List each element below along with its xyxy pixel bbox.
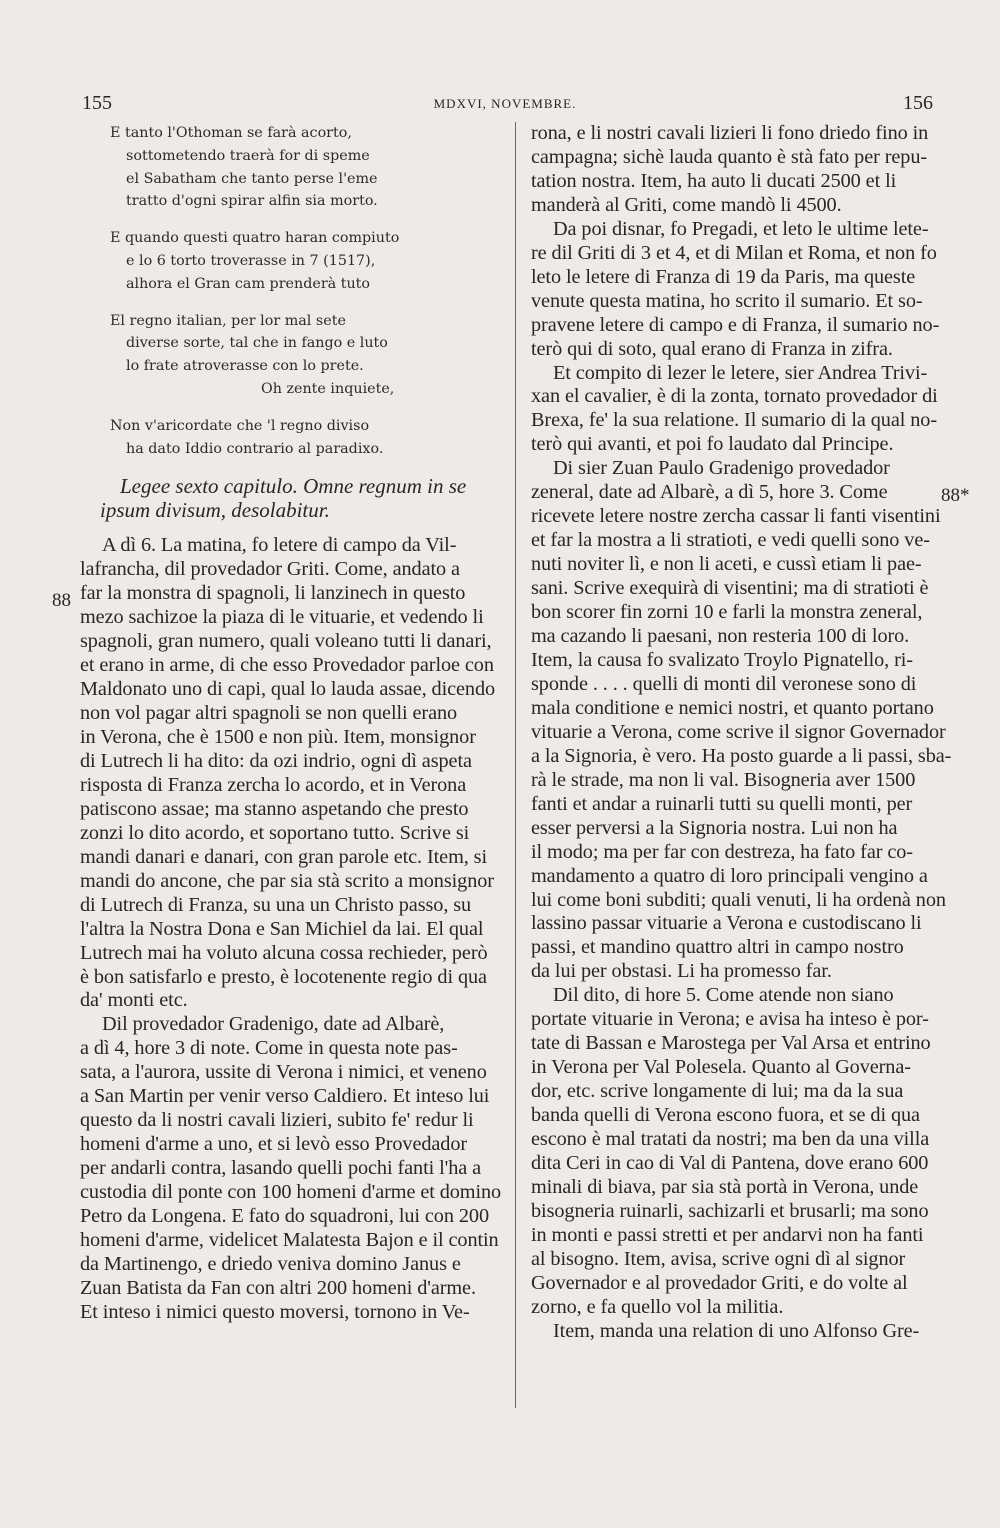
poem-line: El regno italian, per lor mal sete (110, 312, 346, 329)
text-line: mandi danari e danari, con gran parole etc. Item, si (80, 845, 488, 868)
text-line: a dì 4, hore 3 di note. Come in questa note pas- (80, 1037, 458, 1060)
poem-line: diverse sorte, tal che in fango e luto (126, 335, 388, 352)
text-line: mandamento a quatro di loro principali vengino a (531, 864, 928, 887)
text-line: in Verona, che è 1500 e non più. Item, monsignor (80, 725, 476, 748)
page-number-right: 156 (903, 92, 933, 114)
text-line: al bisogno. Item, avisa, scrive ogni dì al signor (531, 1247, 906, 1270)
text-line: venute questa matina, ho scrito il sumario. Et so- (531, 289, 923, 312)
text-line: passi, et mandino quattro altri in campo nostro (531, 936, 904, 959)
text-line: da lui per obstasi. Li ha promesso far. (531, 960, 832, 983)
text-line: terò qui di soto, qual erano di Franza in zifra. (531, 337, 893, 360)
text-line: di Lutrech di Franza, su una un Christo passo, su (80, 893, 472, 916)
text-line: banda quelli di Verona escono fuora, et se di qua (531, 1104, 920, 1127)
margin-note-left: 88 (52, 590, 71, 611)
text-line: da' monti etc. (80, 989, 188, 1012)
text-line: rona, e li nostri cavali lizieri li fono driedo fino in (531, 122, 929, 144)
text-line: vituarie a Verona, come scrive il signor Governador (531, 720, 946, 743)
poem-stanza (80, 227, 497, 295)
text-line: lui come boni subditi; quali venuti, li ha ordenà non (531, 888, 946, 911)
text-line: a San Martin per venir verso Caldiero. Et inteso lui (80, 1085, 490, 1108)
text-line: lafrancha, dil provedador Griti. Come, andato a (80, 558, 460, 581)
text-line: da Martinengo, e driedo veniva domino Janus e (80, 1252, 461, 1275)
text-line: mala conditione e nemici nostri, et quanto portano (531, 696, 934, 719)
column-divider (515, 122, 516, 1408)
text-line: custodia dil ponte con 100 homeni d'arme et domino (80, 1181, 502, 1204)
text-line: Brexa, fe' la sua relatione. Il sumario di la qual no- (531, 409, 937, 432)
running-title: MDXVI, NOVEMBRE. (433, 96, 577, 111)
text-line: homeni d'arme, videlicet Malatesta Bajon e il contin (80, 1229, 499, 1251)
text-line: campagna; sichè lauda quanto è stà fato per repu- (531, 145, 928, 168)
text-line: bisogneria ruinarli, sachizarli et brusarli; ma sono (531, 1199, 929, 1222)
margin-note-right: 88* (941, 485, 970, 506)
text-line: manderà al Griti, come mandò li 4500. (531, 193, 842, 216)
text-line: lassino passar vituarie a Verona e custodiscano li (531, 912, 922, 935)
text-line: Dil dito, di hore 5. Come atende non siano (553, 984, 894, 1007)
poem-line: Oh zente inquiete, (261, 380, 395, 397)
text-line: il modo; ma per far con destreza, ha fato far co- (531, 840, 913, 863)
text-line: nuti noviter lì, e non li aceti, e cussì etiam li pae- (531, 553, 922, 576)
poem-line: ha dato Iddio contrario al paradixo. (126, 440, 384, 457)
text-line: Da poi disnar, fo Pregadi, et leto le ultime lete- (553, 217, 929, 240)
text-line: pravene letere di campo e di Franza, il sumario no- (531, 313, 940, 336)
text-line: zeneral, date ad Albarè, a dì 5, hore 3. Come (531, 481, 888, 504)
text-line: per andarli contra, lasando quelli pochi fanti l'ha a (80, 1157, 482, 1180)
text-line: Item, la causa fo svalizato Troylo Pignatello, ri- (531, 648, 913, 671)
text-line: in Verona per Val Polesela. Quanto al Governa- (531, 1056, 911, 1079)
poem-line: lo frate atroverasse con lo prete. (126, 358, 364, 375)
text-line: A dì 6. La matina, fo letere di campo da Vil- (102, 534, 457, 557)
poem-stanza (80, 310, 497, 401)
text-line: risposta di Franza zercha lo acordo, et in Verona (80, 773, 467, 796)
text-line: sani. Scrive exequirà di visentini; ma di stratioti è (531, 577, 929, 600)
text-line: sponde . . . . quelli di monti dil veronese sono di (531, 672, 917, 695)
text-line: sata, a l'aurora, ussite di Verona i nimici, et veneno (80, 1061, 487, 1084)
poem-line: alhora el Gran cam prenderà tuto (126, 275, 371, 292)
text-line: zorno, e fa quello vol la militia. (531, 1295, 784, 1318)
text-line: dita Ceri in cao di Val di Pantena, dove erano 600 (531, 1151, 929, 1174)
text-line: l'altra la Nostra Dona e San Michiel da lai. El qual (80, 917, 484, 940)
text-line: tation nostra. Item, ha auto li ducati 2500 et li (531, 169, 897, 192)
text-line: è bon satisfarlo e presto, è locotenente regio di qua (80, 965, 487, 988)
text-line: Item, manda una relation di uno Alfonso Gre- (553, 1319, 920, 1342)
poem-line: E quando questi quatro haran compiuto (110, 230, 400, 247)
chapter-title-line: ipsum divisum, desolabitur. (100, 498, 330, 523)
text-line: et far la mostra a li stratioti, e vedi quelli sono ve- (531, 529, 930, 552)
poem-line: tratto d'ogni spirar alfin sia morto. (126, 193, 378, 210)
text-line: di Lutrech li ha dito: da ozi indrio, ogni dì aspeta (80, 749, 472, 772)
left-prose (80, 534, 502, 1324)
poem-line: Non v'aricordate che 'l regno diviso (110, 417, 370, 434)
text-line: Dil provedador Gradenigo, date ad Albarè, (102, 1013, 445, 1036)
page-number-left: 155 (82, 92, 112, 114)
text-line: homeni d'arme a uno, et si levò esso Provedador (80, 1133, 468, 1156)
text-line: re dil Griti di 3 et 4, et di Milan et Roma, et non fo (531, 241, 937, 264)
text-line: Et compito di lezer le letere, sier Andrea Trivi- (553, 361, 928, 384)
text-line: Et inteso i nimici questo moversi, tornono in Ve- (80, 1300, 470, 1323)
text-line: portate vituarie in Verona; e avisa ha inteso è por- (531, 1008, 929, 1031)
text-line: Petro da Longena. E fato do squadroni, lui con 200 (80, 1205, 489, 1228)
text-line: esser perversi a la Signoria nostra. Lui non ha (531, 816, 898, 839)
text-line: non vol pagar altri spagnoli se non quelli erano (80, 702, 458, 725)
text-line: in monti e passi stretti et per andarvi non ha fanti (531, 1223, 924, 1246)
poem (80, 122, 497, 460)
text-line: mezo sachizoe la piaza di le vituarie, et vedendo li (80, 606, 484, 629)
text-line: escono è mal tratati da nostri; ma ben da una villa (531, 1128, 930, 1151)
poem-line: el Sabatham che tanto perse l'eme (126, 170, 378, 187)
text-line: xan el cavalier, è di la zonta, tornato provedador di (531, 385, 938, 408)
text-line: ma cazando li paesani, non resteria 100 di loro. (531, 625, 910, 648)
text-line: leto le letere di Franza di 19 da Paris, ma queste (531, 265, 916, 288)
text-line: rà le strade, ma non li val. Bisogneria aver 1500 (531, 768, 916, 791)
left-column (80, 122, 502, 1325)
chapter-title-line: Legee sexto capitulo. Omne regnum in se (120, 474, 467, 499)
text-line: et erano in arme, di che esso Provedador parloe con (80, 654, 494, 677)
chapter-title (80, 474, 497, 522)
poem-line: E tanto l'Othoman se farà acorto, (110, 125, 352, 141)
right-column (531, 122, 952, 1344)
text-line: far la monstra di spagnoli, li lanzinech in questo (80, 582, 466, 605)
poem-stanza (80, 415, 497, 461)
page-header (0, 92, 1000, 116)
text-line: Maldonato uno di capi, qual lo lauda assae, dicendo (80, 678, 496, 701)
text-line: fanti et andar a ruinarli tutti su quelli monti, per (531, 792, 913, 815)
poem-line: e lo 6 torto troverasse in 7 (1517), (126, 252, 376, 269)
text-line: Zuan Batista da Fan con altri 200 homeni d'arme. (80, 1276, 476, 1299)
text-line: terò qui avanti, et poi fo laudato dal Principe. (531, 433, 894, 456)
text-line: tate di Bassan e Marostega per Val Arsa et entrino (531, 1032, 931, 1055)
text-line: zonzi lo dito acordo, et soportano tutto. Scrive si (80, 821, 470, 844)
text-line: bon scorer fin zorni 10 e farli la monstra zeneral, (531, 601, 923, 624)
text-line: ricevete letere nostre zercha cassar li fanti visentini (531, 505, 941, 528)
text-line: dor, etc. scrive longamente di lui; ma da la sua (531, 1080, 904, 1103)
text-line: a la Signoria, è vero. Ha posto guarde a li passi, sba- (531, 744, 952, 767)
poem-stanza (80, 122, 497, 213)
text-line: Governador e al provedador Griti, e do volte al (531, 1271, 908, 1294)
text-line: mandi do ancone, che par sia stà scrito a monsignor (80, 869, 494, 892)
right-prose (531, 122, 952, 1344)
text-line: questo da li nostri cavali lizieri, subito fe' redur li (80, 1109, 474, 1132)
text-line: Di sier Zuan Paulo Gradenigo provedador (553, 457, 890, 480)
text-line: patiscono assae; ma stanno aspetando che presto (80, 797, 469, 820)
poem-line: sottometendo traerà for di speme (126, 147, 370, 164)
text-line: spagnoli, gran numero, quali voleano tutti li danari, (80, 630, 492, 653)
text-line: minali di biava, par sia stà portà in Verona, unde (531, 1175, 919, 1198)
text-line: Lutrech mai ha voluto alcuna cossa rechieder, però (80, 941, 488, 964)
